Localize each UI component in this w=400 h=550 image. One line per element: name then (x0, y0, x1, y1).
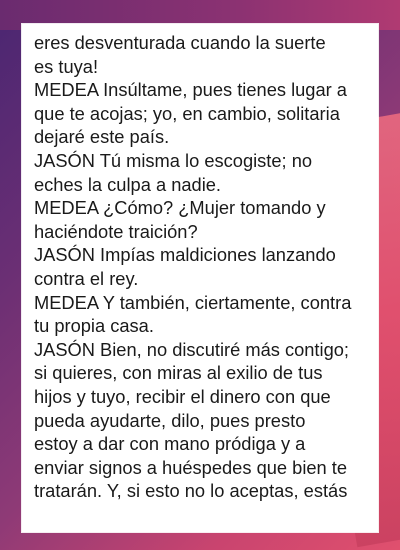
text-line-15: si quieres, con miras al exilio de tus (34, 362, 323, 384)
text-line-9: haciéndote traición? (34, 220, 198, 242)
text-line-2: es tuya! (34, 55, 99, 77)
text-line-10: JASÓN Impías maldiciones lanzando (34, 244, 336, 266)
text-line-19: enviar signos a huéspedes que bien te (34, 456, 348, 478)
text-line-12: MEDEA Y también, ciertamente, contra (34, 291, 352, 313)
text-line-5: dejaré este país. (34, 126, 170, 148)
text-line-20: tratarán. Y, si esto no lo aceptas, estás (34, 480, 348, 502)
text-line-13: tu propia casa. (34, 315, 154, 337)
text-line-8: MEDEA ¿Cómo? ¿Mujer tomando y (34, 197, 326, 219)
text-line-18: estoy a dar con mano pródiga y a (34, 433, 306, 455)
text-line-1: eres desventurada cuando la suerte (34, 32, 326, 53)
text-line-17: pueda ayudarte, dilo, pues presto (34, 409, 306, 431)
text-line-4: que te acojas; yo, en cambio, solitaria (34, 102, 340, 124)
text-line-7: eches la culpa a nadie. (34, 173, 222, 195)
text-line-3: MEDEA Insúltame, pues tienes lugar a (34, 79, 347, 101)
text-line-16: hijos y tuyo, recibir el dinero con que (34, 385, 331, 407)
text-line-6: JASÓN Tú misma lo escogiste; no (34, 149, 313, 171)
text-line-14: JASÓN Bien, no discutiré más contigo; (34, 338, 349, 360)
document-text (34, 31, 364, 503)
text-line-11: contra el rey. (34, 267, 139, 289)
